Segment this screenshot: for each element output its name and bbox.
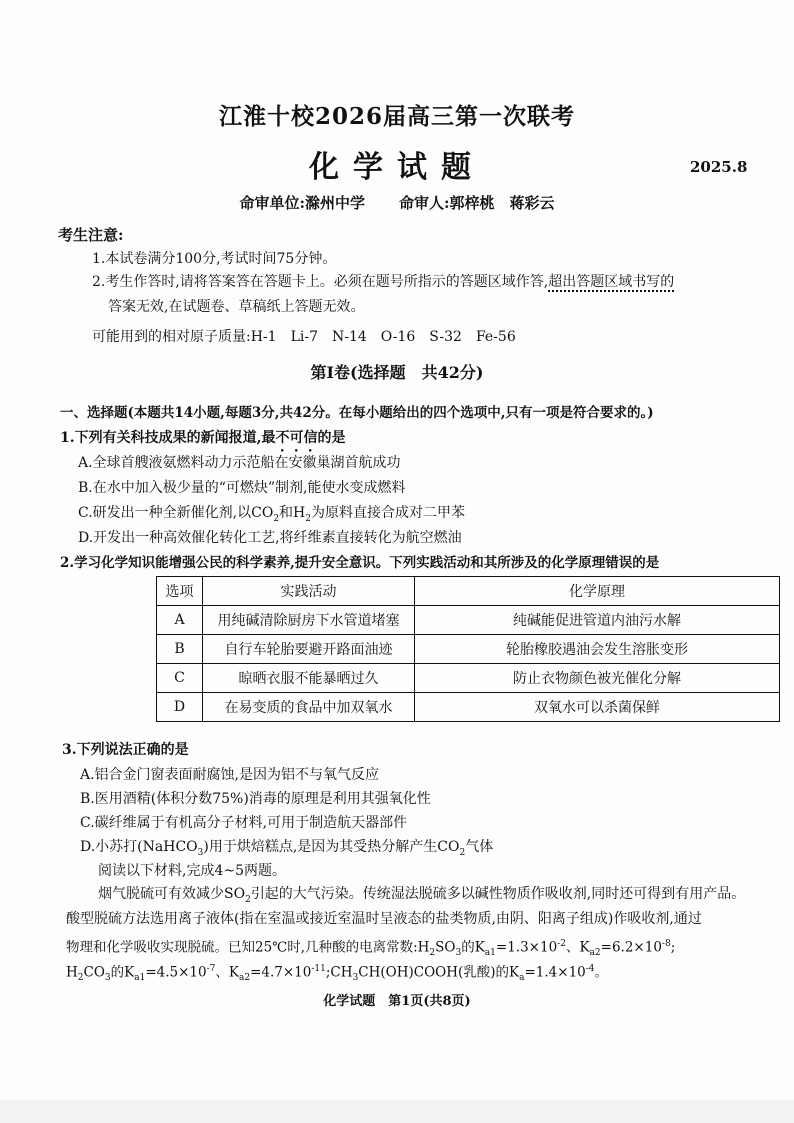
exam-date: 2025.8	[690, 158, 748, 176]
table-cell: 纯碱能促进管道内油污水解	[415, 606, 780, 635]
atomic-mass-line: 可能用到的相对原子质量:H-1 Li-7 N-14 O-16 S-32 Fe-56	[92, 329, 516, 345]
authors: 命审人:郭梓桃 蒋彩云	[399, 194, 555, 212]
reading-line-4: $H_2CO_3$的$K_{a1}=4.5\times 10^{-7}$、$K_{a2}=4.7\times 10^{-11};CH_3CH(OH)COOH$(乳酸)的$K_a=1.4\times 10^{-4}$。	[66, 964, 609, 984]
table-cell: 晾晒衣服不能暴晒过久	[203, 664, 415, 693]
q1-option-c: C.研发出一种全新催化剂,以$CO_2$和$H_2$为原料直接合成对二甲苯	[78, 505, 465, 524]
table-cell: 用纯碱清除厨房下水管道堵塞	[203, 606, 415, 635]
table-row	[157, 606, 780, 635]
table-cell: 双氧水可以杀菌保鲜	[415, 693, 780, 722]
reading-line-3: 物理和化学吸收实现脱硫。已知25℃时,几种酸的电离常数$:H_2SO_3$的$K_{a1}=1.3\times 10^{-2}$、$K_{a2}=6.2\times 10^{-8}$;	[66, 939, 676, 959]
table-cell: 防止衣物颜色被光催化分解	[415, 664, 780, 693]
table-cell: 在易变质的食品中加双氧水	[203, 693, 415, 722]
table-header: 实践活动	[203, 577, 415, 606]
q1-option-b: B.在水中加入极少量的“可燃炔”制剂,能使水变成燃料	[78, 480, 406, 496]
q1-option-d: D.开发出一种高效催化转化工艺,将纤维素直接转化为航空燃油	[78, 530, 462, 546]
table-cell: 自行车轮胎要避开路面油迹	[203, 635, 415, 664]
notice-heading: 考生注意:	[58, 226, 124, 244]
q1-stem: 1.下列有关科技成果的新闻报道,最不可信的是	[60, 430, 346, 446]
table-header: 选项	[157, 577, 203, 606]
table-header-row	[157, 577, 780, 606]
q3-option-d: D.小苏打(NaHCO$_3$)用于烘焙糕点,是因为其受热分解产生$CO_2$气体	[80, 839, 494, 858]
q1-option-a: A.全球首艘液氨燃料动力示范船在安徽巢湖首航成功	[78, 455, 401, 471]
reading-intro: 阅读以下材料,完成4~5两题。	[98, 863, 286, 879]
q3-option-b: B.医用酒精(体积分数75%)消毒的原理是利用其强氧化性	[80, 791, 431, 807]
q2-table	[156, 576, 780, 722]
table-row	[157, 693, 780, 722]
table-cell: 轮胎橡胶遇油会发生溶胀变形	[415, 635, 780, 664]
table-cell: A	[157, 606, 203, 635]
q1-emphasis: 不可信	[275, 430, 318, 446]
table-header: 化学原理	[415, 577, 780, 606]
exam-title: 江淮十校2026届高三第一次联考	[218, 103, 575, 130]
section-title: 第Ⅰ卷(选择题 共42分)	[310, 363, 484, 382]
q3-option-a: A.铝合金门窗表面耐腐蚀,是因为铝不与氧气反应	[80, 767, 380, 783]
q3-option-c: C.碳纤维属于有机高分子材料,可用于制造航天器部件	[80, 815, 408, 831]
reading-line-2: 酸型脱硫方法选用离子液体(指在室温或接近室温时呈液态的盐类物质,由阴、阳离子组成)作吸收剂,通过	[66, 911, 702, 927]
q3-stem: 3.下列说法正确的是	[62, 742, 189, 758]
page-footer: 化学试题 第1页(共8页)	[323, 994, 471, 1009]
notice-item-2-cont: 答案无效,在试题卷、草稿纸上答题无效。	[108, 299, 365, 315]
author-line	[0, 192, 794, 213]
table-cell: B	[157, 635, 203, 664]
table-cell: D	[157, 693, 203, 722]
q2-stem: 2.学习化学知识能增强公民的科学素养,提升安全意识。下列实践活动和其所涉及的化学原理错误的是	[60, 555, 660, 571]
notice-item-1: 1.本试卷满分100分,考试时间75分钟。	[92, 251, 337, 267]
subject-title: 化学试题	[309, 150, 485, 185]
notice-item-2: 2.考生作答时,请将答案答在答题卡上。必须在题号所指示的答题区域作答,超出答题区域书写的	[92, 274, 675, 290]
setting-unit: 命审单位:滁州中学	[239, 194, 365, 212]
reading-line-1: 烟气脱硫可有效减少$SO_2$引起的大气污染。传统湿法脱硫多以碱性物质作吸收剂,同时还可得到有用产品。	[98, 886, 746, 905]
table-row	[157, 635, 780, 664]
emphasis-text: 超出答题区域书写的	[548, 274, 675, 290]
part1-instructions: 一、选择题(本题共14小题,每题3分,共42分。在每小题给出的四个选项中,只有一项是符合要求的。)	[60, 405, 654, 421]
table-row	[157, 664, 780, 693]
table-cell: C	[157, 664, 203, 693]
